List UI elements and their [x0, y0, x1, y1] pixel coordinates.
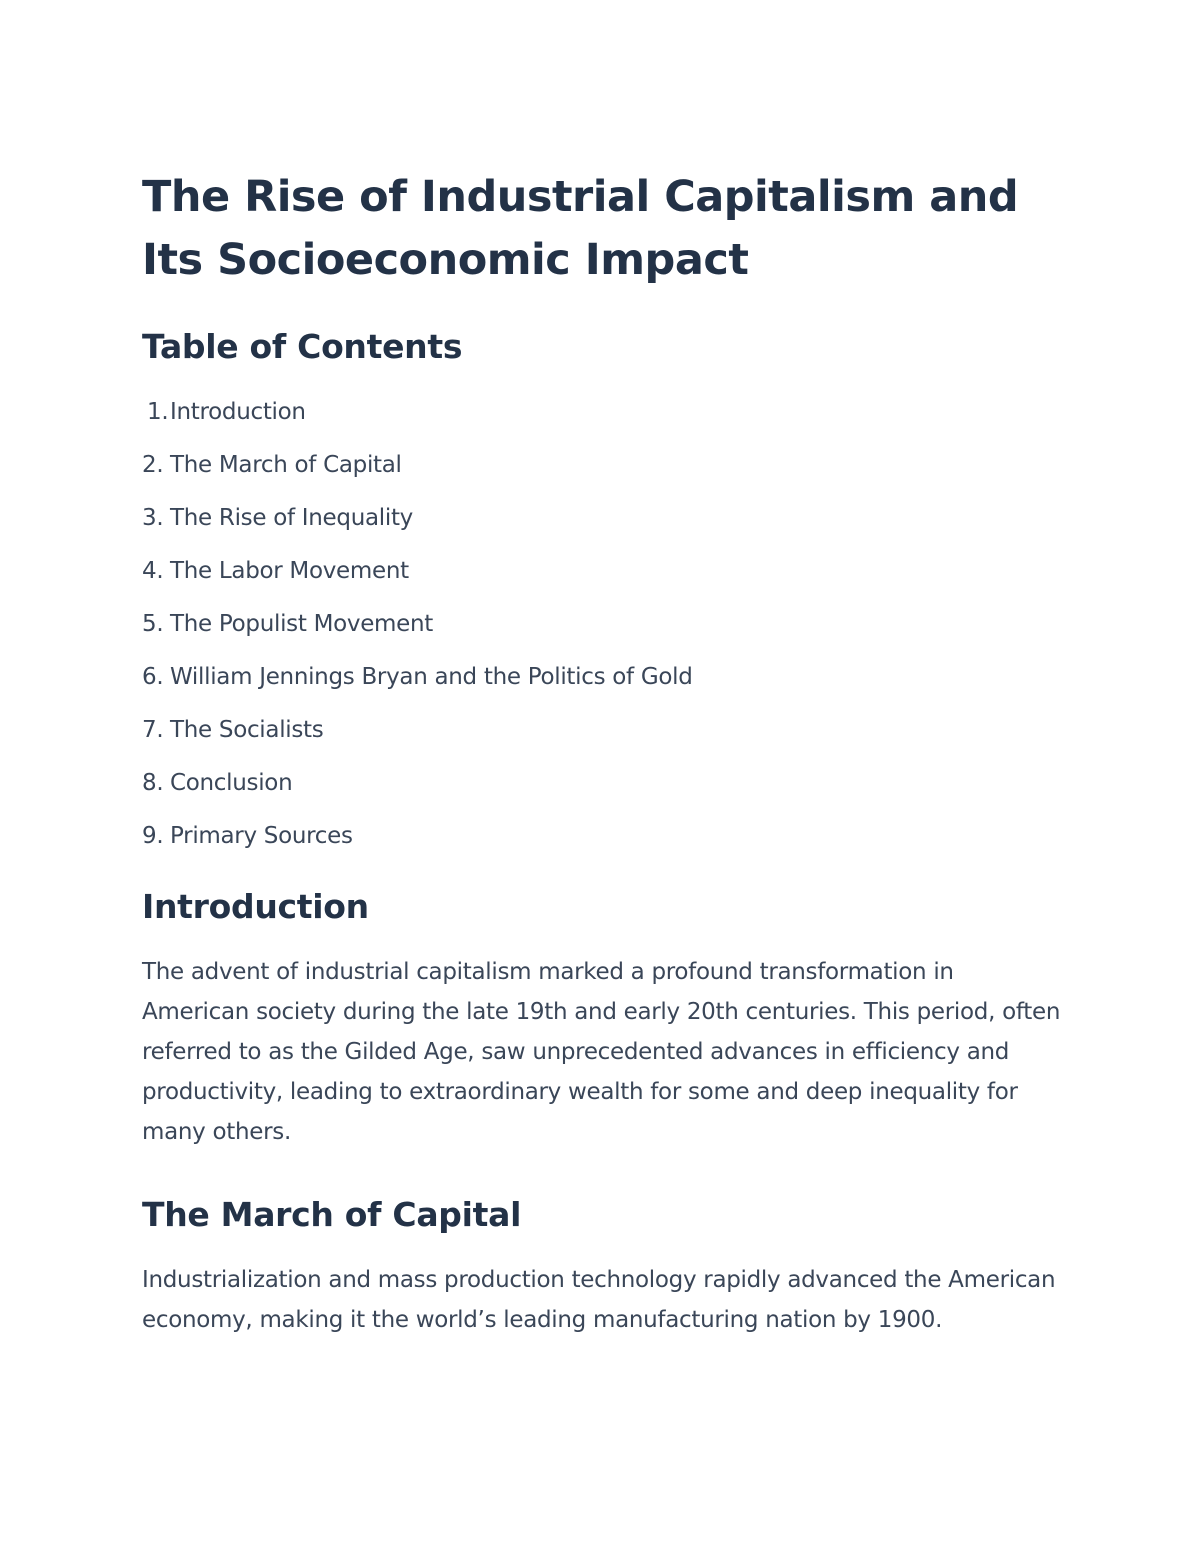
table-of-contents [142, 399, 1062, 849]
toc-link[interactable]: William Jennings Bryan and the Politics of Gold [170, 664, 693, 690]
toc-item-introduction[interactable] [142, 399, 1062, 425]
toc-item-number: 6. [142, 664, 164, 690]
toc-item-populist-movement[interactable] [142, 611, 1062, 637]
toc-link[interactable]: Conclusion [170, 770, 293, 796]
section-body-introduction: The advent of industrial capitalism marked a profound transformation in American society during the late 19th and early 20th centuries. This period, often referred to as the Gilded Age, saw unprecedented advances in efficiency and productivity, leading to extraordinary wealth for some and deep inequality for many others. [142, 959, 1061, 1145]
page-title: The Rise of Industrial Capitalism and Its Socioeconomic Impact [142, 172, 1019, 285]
toc-item-primary-sources[interactable] [142, 823, 1062, 849]
section-heading-introduction: Introduction [142, 887, 369, 926]
toc-item-number: 2. [142, 452, 164, 478]
toc-item-number: 8. [142, 770, 164, 796]
toc-item-socialists[interactable] [142, 717, 1062, 743]
toc-link[interactable]: The Socialists [170, 717, 324, 743]
toc-link[interactable]: Introduction [170, 399, 306, 425]
toc-item-number: 4. [142, 558, 164, 584]
section-heading-march-of-capital: The March of Capital [142, 1195, 522, 1234]
toc-item-bryan-politics-of-gold[interactable] [142, 664, 1062, 690]
toc-item-number: 5. [142, 611, 164, 637]
toc-link[interactable]: The Labor Movement [170, 558, 409, 584]
toc-item-number: 7. [142, 717, 164, 743]
toc-item-number: 9. [142, 823, 164, 849]
toc-link[interactable]: The Rise of Inequality [170, 505, 413, 531]
toc-item-number: 3. [142, 505, 164, 531]
section-body-march-of-capital: Industrialization and mass production technology rapidly advanced the American economy, making it the world’s leading manufacturing nation by 1900. [142, 1267, 1056, 1333]
document-page [142, 166, 1062, 1340]
toc-link[interactable]: Primary Sources [170, 823, 353, 849]
toc-item-march-of-capital[interactable] [142, 452, 1062, 478]
toc-link[interactable]: The Populist Movement [170, 611, 434, 637]
toc-heading: Table of Contents [142, 327, 463, 366]
toc-item-rise-of-inequality[interactable] [142, 505, 1062, 531]
toc-item-number: 1. [147, 399, 169, 425]
toc-item-labor-movement[interactable] [142, 558, 1062, 584]
toc-item-conclusion[interactable] [142, 770, 1062, 796]
toc-link[interactable]: The March of Capital [170, 452, 402, 478]
